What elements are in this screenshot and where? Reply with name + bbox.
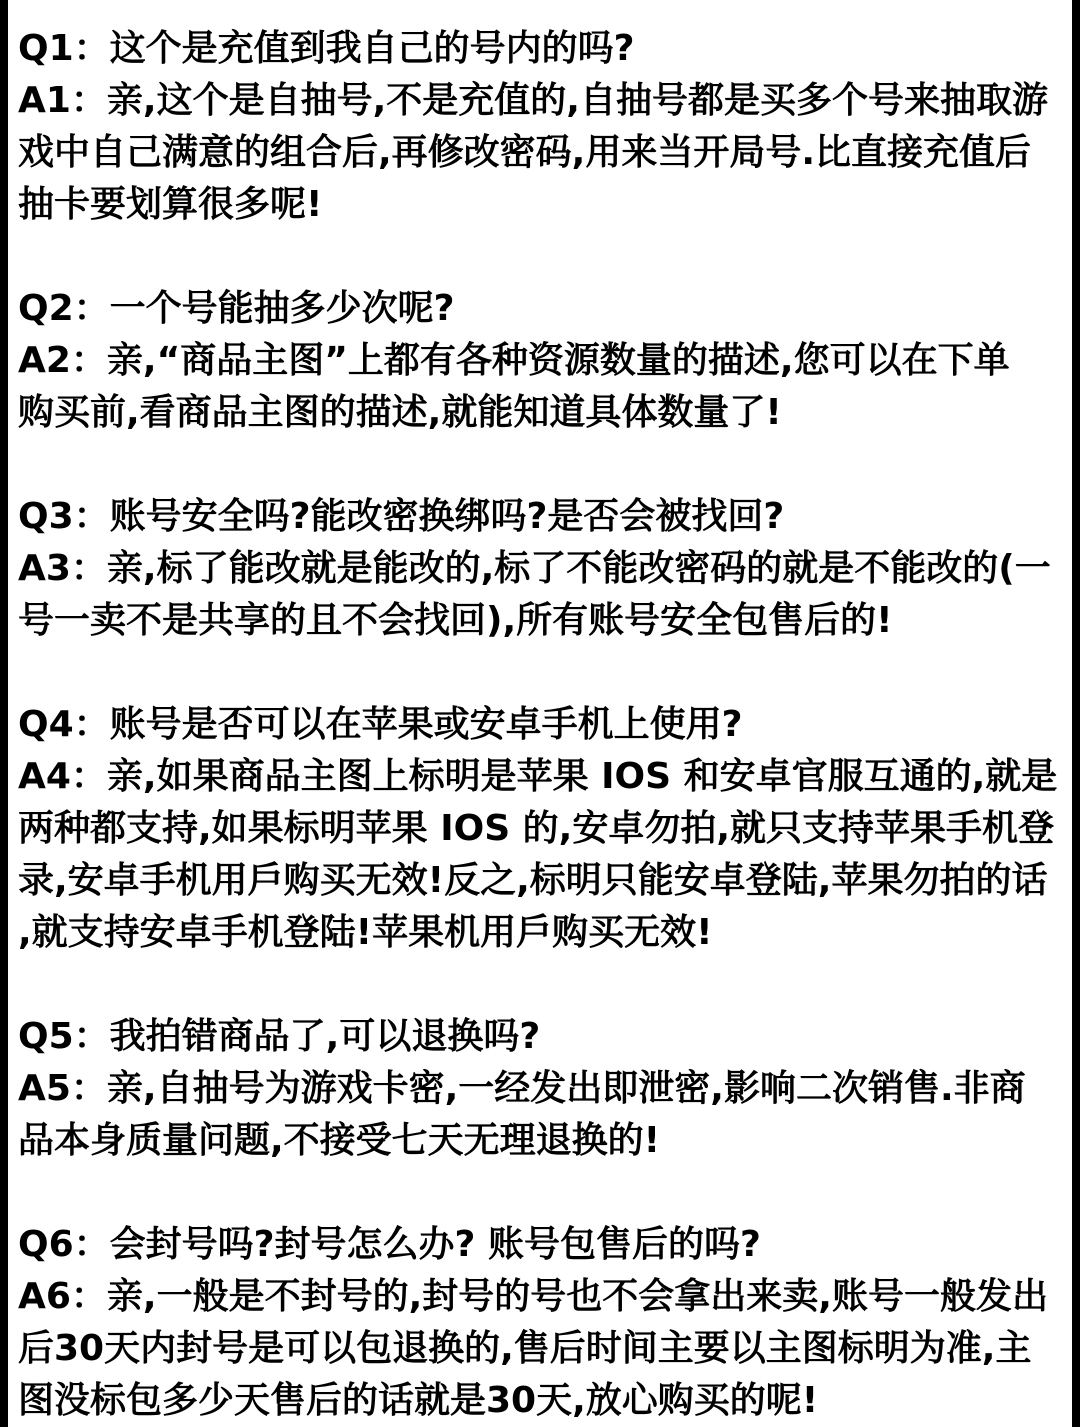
answer-2-line-1: A2：亲,“商品主图”上都有各种资源数量的描述,您可以在下单 (18, 340, 1010, 381)
answer-6-line-1: A6：亲,一般是不封号的,封号的号也不会拿出来卖,账号一般发出 (18, 1276, 1048, 1317)
faq-list (18, 23, 1068, 1427)
question-6: Q6：会封号吗?封号怎么办? 账号包售后的吗? (18, 1224, 761, 1265)
answer-3-line-1: A3：亲,标了能改就是能改的,标了不能改密码的就是不能改的(一 (18, 548, 1051, 589)
answer-5-line-2: 品本身质量问题,不接受七天无理退换的! (18, 1120, 661, 1161)
faq-item-3 (18, 491, 1068, 647)
question-3: Q3：账号安全吗?能改密换绑吗?是否会被找回? (18, 496, 785, 537)
answer-6-line-3: 图没标包多少天售后的话就是30天,放心购买的呢! (18, 1380, 819, 1421)
question-4: Q4：账号是否可以在苹果或安卓手机上使用? (18, 704, 743, 745)
answer-1-line-2: 戏中自己满意的组合后,再修改密码,用来当开局号.比直接充值后 (18, 132, 1032, 173)
answer-1-line-1: A1：亲,这个是自抽号,不是充值的,自抽号都是买多个号来抽取游 (18, 80, 1048, 121)
faq-item-1 (18, 23, 1068, 231)
answer-3-line-2: 号一卖不是共享的且不会找回),所有账号安全包售后的! (18, 600, 893, 641)
answer-4-line-3: 录,安卓手机用戶购买无效!反之,标明只能安卓登陆,苹果勿拍的话 (18, 860, 1048, 901)
answer-4-line-2: 两种都支持,如果标明苹果 IOS 的,安卓勿拍,就只支持苹果手机登 (18, 808, 1055, 849)
question-1: Q1：这个是充值到我自己的号内的吗? (18, 28, 635, 69)
question-2: Q2：一个号能抽多少次呢? (18, 288, 455, 329)
answer-4-line-1: A4：亲,如果商品主图上标明是苹果 IOS 和安卓官服互通的,就是 (18, 756, 1058, 797)
faq-item-2 (18, 283, 1068, 439)
faq-page (8, 0, 1072, 1427)
faq-item-4 (18, 699, 1068, 959)
faq-item-5 (18, 1011, 1068, 1167)
answer-2-line-2: 购买前,看商品主图的描述,就能知道具体数量了! (18, 392, 782, 433)
answer-5-line-1: A5：亲,自抽号为游戏卡密,一经发出即泄密,影响二次销售.非商 (18, 1068, 1026, 1109)
answer-4-line-4: ,就支持安卓手机登陆!苹果机用戶购买无效! (18, 912, 713, 953)
faq-item-6 (18, 1219, 1068, 1427)
answer-1-line-3: 抽卡要划算很多呢! (18, 184, 323, 225)
answer-6-line-2: 后30天内封号是可以包退换的,售后时间主要以主图标明为准,主 (18, 1328, 1032, 1369)
question-5: Q5：我拍错商品了,可以退换吗? (18, 1016, 541, 1057)
